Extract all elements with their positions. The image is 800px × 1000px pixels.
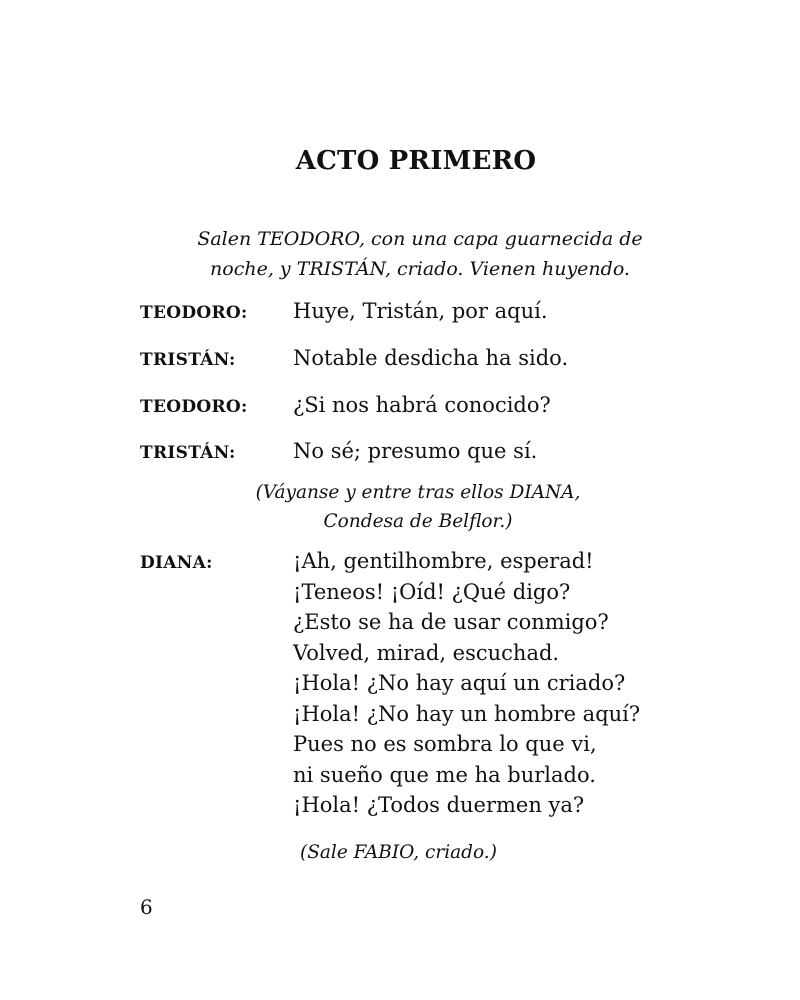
dialogue-line: No sé; presumo que sí. <box>293 439 538 463</box>
stage-direction-line: Condesa de Belflor.) <box>323 511 513 532</box>
dialogue-line: Notable desdicha ha sido. <box>293 346 569 370</box>
act-title: ACTO PRIMERO <box>295 146 537 176</box>
speaker-name: TEODORO: <box>140 303 248 323</box>
stage-direction-line: (Váyanse y entre tras ellos DIANA, <box>255 482 581 503</box>
verse-line: Volved, mirad, escuchad. <box>293 640 560 665</box>
verse-line: ¡Hola! ¿No hay aquí un criado? <box>293 671 626 695</box>
diana-verse <box>293 546 640 821</box>
dialogue-line: Huye, Tristán, por aquí. <box>293 299 548 323</box>
stage-direction-line: noche, y TRISTÁN, criado. Vienen huyendo. <box>210 258 630 280</box>
fabio-stage-direction: (Sale FABIO, criado.) <box>300 842 497 863</box>
verse-line: ni sueño que me ha burlado. <box>293 762 596 787</box>
verse-line: ¡Hola! ¿Todos duermen ya? <box>293 793 585 817</box>
verse-line: ¿Esto se ha de usar conmigo? <box>293 610 609 634</box>
verse-line: ¡Teneos! ¡Oíd! ¿Qué digo? <box>293 579 571 604</box>
speaker-name: TRISTÁN: <box>140 350 236 370</box>
exit-stage-direction <box>0 478 800 536</box>
dialogue-line: ¿Si nos habrá conocido? <box>293 393 551 417</box>
speaker-name: TRISTÁN: <box>140 443 236 463</box>
page-number: 6 <box>140 895 153 919</box>
verse-line: ¡Hola! ¿No hay un hombre aquí? <box>293 701 641 726</box>
verse-line: Pues no es sombra lo que vi, <box>293 732 597 756</box>
stage-direction-line: Salen TEODORO, con una capa guarnecida de <box>197 228 643 250</box>
speaker-name: DIANA: <box>140 553 213 573</box>
verse-line: ¡Ah, gentilhombre, esperad! <box>293 549 594 573</box>
speaker-name: TEODORO: <box>140 397 248 417</box>
opening-stage-direction <box>0 224 800 284</box>
